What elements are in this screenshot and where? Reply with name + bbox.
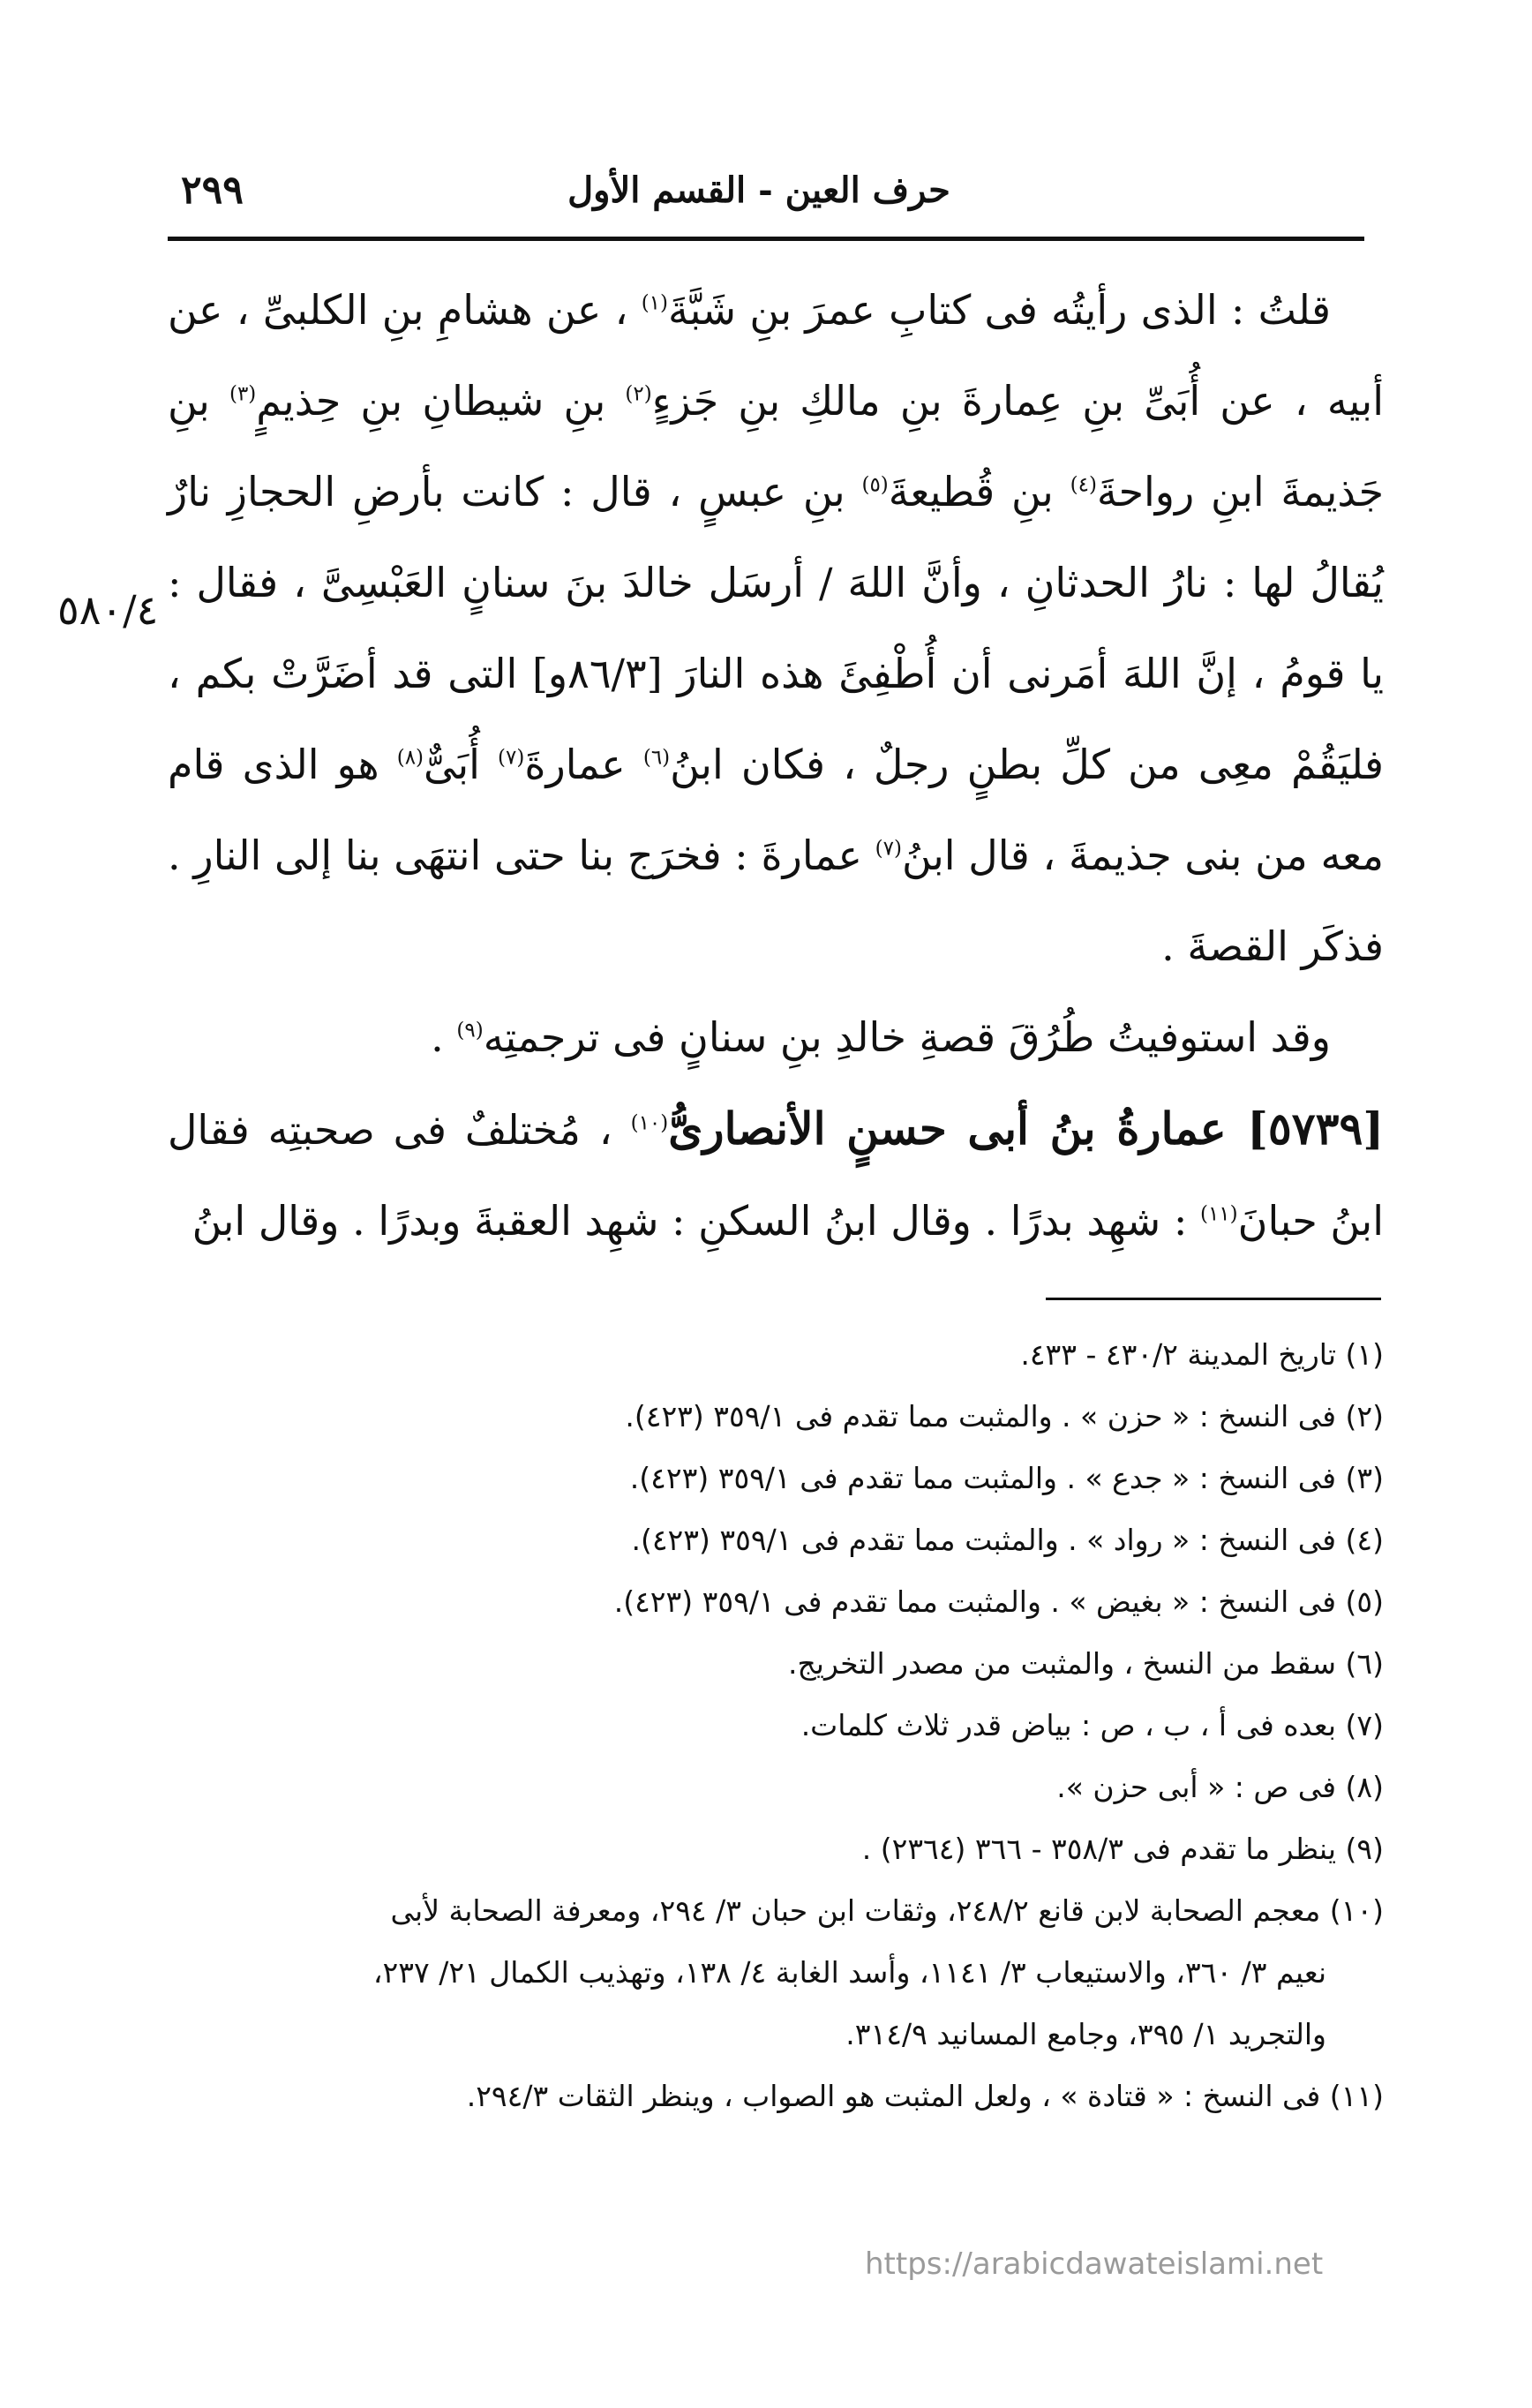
footnote: (٢) فى النسخ : « حزن » . والمثبت مما تقدم فى ٣٥٩/١ (٤٢٣). [625,1399,1384,1434]
footnote: (٣) فى النسخ : « جدع » . والمثبت مما تقدم فى ٣٥٩/١ (٤٢٣). [629,1461,1384,1495]
footnote: (٤) فى النسخ : « رواد » . والمثبت مما تقدم فى ٣٥٩/١ (٤٢٣). [631,1523,1384,1557]
footnotes [168,1324,1384,2127]
footnote-ref: (١٠) [630,1111,669,1135]
page-number: ٢٩٩ [181,168,244,213]
text-run: أُبَىٌّ [424,741,499,788]
footnote: (٦) سقط من النسخ ، والمثبت من مصدر التخريج. [787,1646,1384,1681]
footnote-ref: (١) [641,291,669,315]
footnotes-rule [1046,1298,1381,1300]
footnote: (١) تاريخ المدينة ٤٣٠/٢ - ٤٣٣. [1020,1337,1384,1372]
text-run: عمارةَ [524,741,643,788]
entry-heading: [٥٧٣٩] عمارةُ بنُ أبى حسنٍ الأنصارىُّ [668,1102,1384,1155]
footnote: (٩) ينظر ما تقدم فى ٣٥٨/٣ - ٣٦٦ (٢٣٦٤) . [861,1832,1384,1866]
footnote: (٧) بعده فى أ ، ب ، ص : بياض قدر ثلاث كلمات. [800,1708,1384,1742]
text-run: قلتُ : الذى رأيتُه فى كتابِ عمرَ بنِ شَبَّةَ [668,286,1332,334]
paragraph-2 [168,992,1384,1083]
footnote-continuation: نعيم ٣/ ٣٦٠، والاستيعاب ٣/ ١١٤١، وأسد الغابة ٤/ ١٣٨، وتهذيب الكمال ٢١/ ٢٣٧، [372,1955,1326,1990]
text-run: وقد استوفيتُ طُرُقَ قصةِ خالدِ بنِ سنانٍ فى ترجمتِه [483,1013,1331,1061]
text-run: بنِ جَذيمةَ ابنِ رواحةَ [168,377,1384,515]
paragraph-1 [168,265,1384,992]
footnote-ref: (٣) [229,382,257,406]
header-rule [168,237,1364,241]
text-run: هو الذى قام معه من بنى جذيمةَ ، قال ابنُ [168,741,1384,879]
text-run: ، مُختلفٌ فى صحبتِه فقال ابنُ حبانَ [168,1106,1384,1245]
footnote-ref: (١١) [1199,1202,1238,1226]
footnote-continuation: والتجريد ١/ ٣٩٥، وجامع المسانيد ٣١٤/٩. [845,2017,1326,2051]
footnote: (١٠) معجم الصحابة لابن قانع ٢٤٨/٢، وثقات ابن حبان ٣/ ٢٩٤، ومعرفة الصحابة لأبى [390,1893,1384,1928]
footnote-ref: (٩) [456,1019,484,1042]
text-run: بنِ شيطانِ بنِ حِذيمٍ [256,377,626,425]
text-run: عمارةَ : فخرَج بنا حتى انتهَى بنا إلى النارِ . فذكَر القصةَ . [168,832,1384,970]
text-run: : شهِد بدرًا . وقال ابنُ السكنِ : شهِد العقبةَ وبدرًا . وقال ابنُ [192,1197,1200,1245]
text-run: ، عن هشامِ بنِ الكلبىِّ ، عن أبيه ، عن أُبَىِّ بنِ عِمارةَ بنِ مالكِ بنِ جَزءٍ [168,286,1384,425]
text-run: بنِ قُطيعةَ [888,468,1070,515]
footnote: (٥) فى النسخ : « بغيض » . والمثبت مما تقدم فى ٣٥٩/١ (٤٢٣). [613,1584,1384,1619]
main-text [168,265,1384,1267]
text-run: بنِ عبسٍ ، قال : كانت بأرضِ الحجازِ نارٌ يُقالُ لها : نارُ الحدثانِ ، وأنَّ اللهَ / أرسَل خالدَ بنَ سنانٍ العَبْسِىَّ ، فقال : يا قومُ ، إنَّ اللهَ أمَرنى أن أُطْفِئَ هذه النارَ [٨٦/٣و] التى قد أضَرَّتْ بكم ، فليَقُمْ معِى من كلِّ بطنٍ رجلٌ ، فكان ابنُ [168,468,1385,788]
watermark-url[interactable]: https://arabicdawateislami.net [865,2246,1324,2282]
margin-reference: ٥٨٠/٤ [57,586,159,634]
running-title: حرف العين - القسم الأول [567,169,950,211]
footnote: (١١) فى النسخ : « قتادة » ، ولعل المثبت هو الصواب ، وينظر الثقات ٢٩٤/٣. [466,2079,1384,2113]
footnote-ref: (٤) [1070,473,1097,497]
footnote-ref: (٧) [498,746,525,770]
footnote-ref: (٥) [861,473,889,497]
entry-5739 [168,1083,1384,1267]
footnote-ref: (٢) [625,382,652,406]
footnote-ref: (٦) [642,746,671,770]
footnote: (٨) فى ص : « أبى حزن ». [1056,1770,1384,1804]
text-run: . [431,1013,457,1061]
footnote-ref: (٨) [396,746,424,770]
footnote-ref: (٧) [875,837,902,861]
